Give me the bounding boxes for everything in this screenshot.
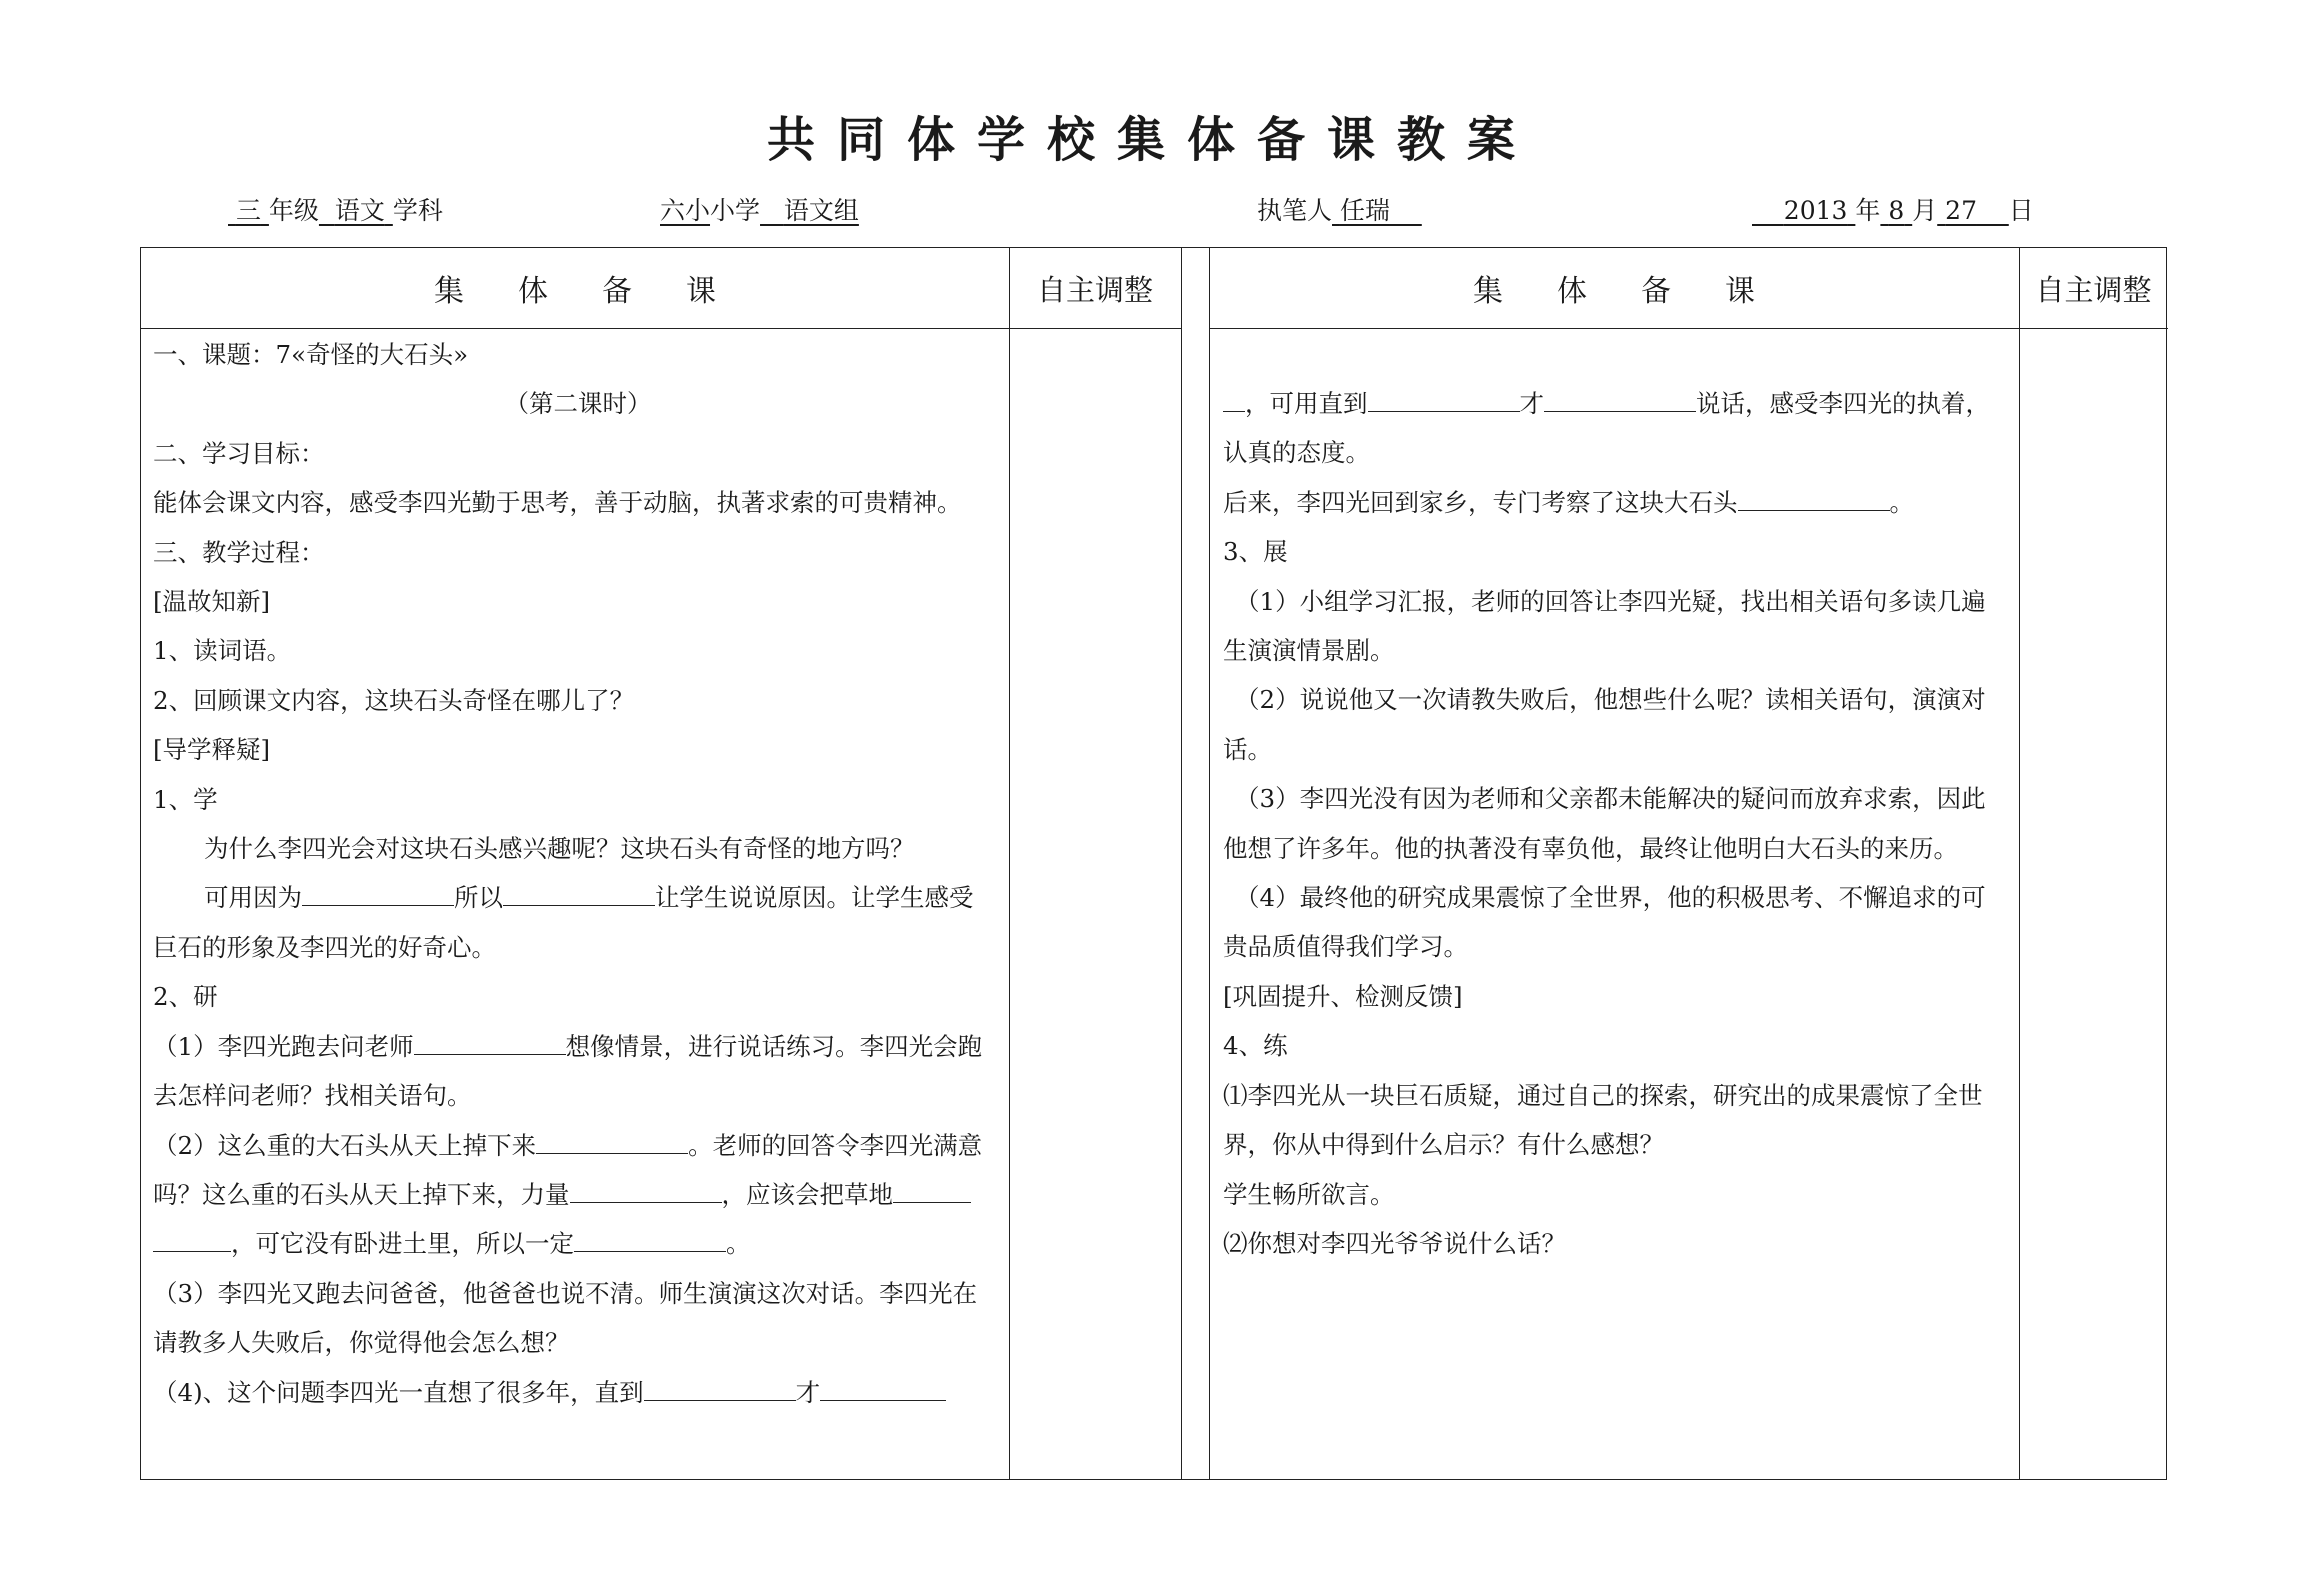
left-column-header: 集体备课	[434, 274, 770, 309]
lesson-plan-table	[140, 247, 2167, 1480]
text-segment: （4)、这个问题李四光一直想了很多年，直到	[153, 1377, 644, 1407]
text-segment: （1）李四光跑去问老师	[153, 1031, 414, 1061]
text-line: （4）最终他的研究成果震惊了全世界，他的积极思考、不懈追求的可	[1235, 883, 1986, 913]
text-line: 贵品质值得我们学习。	[1223, 932, 1468, 962]
text-line: 认真的态度。	[1223, 438, 1370, 468]
text-segment: 才	[1519, 389, 1544, 418]
text-line: 3、展	[1223, 537, 1288, 567]
text-segment: 可用因为	[204, 883, 302, 913]
text-line: （3）李四光又跑去问爸爸，他爸爸也说不清。师生演演这次对话。李四光在	[153, 1278, 978, 1308]
text-line	[153, 1022, 1003, 1071]
header-divider	[141, 328, 1009, 329]
text-segment: 。老师的回答令李四光满意	[688, 1130, 983, 1160]
right-content	[1223, 379, 2013, 1268]
text-line: 学生畅所欲言。	[1223, 1179, 1395, 1209]
author-line	[1257, 194, 1422, 228]
fill-blank	[570, 1180, 722, 1203]
text-line: （3）李四光没有因为老师和父亲都未能解决的疑问而放弃求索，因此	[1235, 784, 1986, 814]
date-line	[1752, 194, 2034, 228]
text-line: 巨石的形象及李四光的好奇心。	[153, 932, 496, 962]
right-column-header: 集体备课	[1473, 274, 1809, 309]
text-line	[153, 1219, 1003, 1268]
text-segment: 让学生说说原因。让学生感受	[655, 883, 974, 913]
header-divider	[1009, 328, 1181, 329]
text-segment: 。	[726, 1229, 751, 1259]
text-line	[153, 873, 1003, 922]
day-value: 27	[1945, 196, 1977, 225]
text-line: 能体会课文内容，感受李四光勤于思考，善于动脑，执著求索的可贵精神。	[153, 488, 962, 518]
column-divider	[1009, 248, 1010, 1479]
text-line: 4、练	[1223, 1031, 1288, 1061]
subject-value: 语文	[334, 196, 385, 225]
fill-blank	[414, 1032, 566, 1055]
fill-blank	[153, 1229, 231, 1252]
text-line	[153, 1170, 1003, 1219]
left-adjust-header: 自主调整	[1036, 272, 1153, 307]
left-content	[153, 330, 1003, 1417]
text-line: （2）说说他又一次请教失败后，他想些什么呢？读相关语句，演演对	[1235, 685, 1986, 715]
subject-label: 学科	[392, 196, 443, 225]
text-line: 一、课题：7«奇怪的大石头»	[153, 340, 469, 369]
fill-blank	[536, 1131, 688, 1154]
fill-blank	[302, 883, 454, 906]
text-line: 2、回顾课文内容，这块石头奇怪在哪儿了？	[153, 685, 635, 715]
fill-blank	[1544, 389, 1696, 412]
text-line: 1、学	[153, 784, 218, 814]
text-segment: 吗？这么重的石头从天上掉下来，力量	[153, 1179, 570, 1209]
text-line	[1223, 478, 2013, 527]
text-line: ⑵你想对李四光爷爷说什么话？	[1223, 1228, 1566, 1258]
text-segment: 所以	[454, 883, 503, 913]
year-label: 年	[1855, 196, 1881, 225]
school-label: 小学	[710, 196, 761, 225]
fill-blank	[503, 883, 655, 906]
fill-blank	[574, 1229, 726, 1252]
text-line: 他想了许多年。他的执著没有辜负他，最终让他明白大石头的来历。	[1223, 833, 1958, 863]
text-line: 1、读词语。	[153, 636, 292, 666]
text-line: （第二课时）	[504, 389, 652, 419]
text-line: 为什么李四光会对这块石头感兴趣呢？这块石头有奇怪的地方吗？	[204, 834, 915, 864]
year-value: 2013	[1783, 196, 1848, 225]
fill-blank	[1223, 389, 1245, 412]
text-segment: 后来，李四光回到家乡，专门考察了这块大石头	[1223, 487, 1738, 517]
group-value: 语文组	[783, 196, 859, 225]
header-divider	[1209, 328, 2019, 329]
school-value: 六小	[660, 196, 711, 225]
text-segment: （2）这么重的大石头从天上掉下来	[153, 1130, 537, 1160]
text-line: 请教多人失败后，你觉得他会怎么想？	[153, 1328, 570, 1358]
fill-blank	[893, 1180, 971, 1203]
column-divider	[1209, 248, 1210, 1479]
author-label: 执笔人	[1257, 196, 1333, 225]
text-line: （1）小组学习汇报，老师的回答让李四光疑，找出相关语句多读几遍	[1235, 586, 1986, 616]
column-divider	[1181, 248, 1182, 1479]
text-line: 三、教学过程：	[153, 537, 325, 567]
text-line: 生演演情景剧。	[1223, 636, 1395, 666]
text-segment: ，应该会把草地	[721, 1179, 893, 1209]
text-segment: 想像情景，进行说话练习。李四光会跑	[565, 1031, 983, 1061]
text-line: 话。	[1223, 734, 1272, 764]
grade-label: 年级	[268, 196, 319, 225]
text-line	[1223, 379, 2013, 428]
text-line	[153, 1368, 1003, 1417]
fill-blank	[820, 1378, 946, 1401]
month-label: 月	[1912, 196, 1938, 225]
month-value: 8	[1888, 196, 1905, 225]
text-line: 界，你从中得到什么启示？有什么感想？	[1223, 1130, 1664, 1160]
school-line	[660, 194, 859, 228]
fill-blank	[644, 1378, 796, 1401]
text-line: 去怎样问老师？找相关语句。	[153, 1081, 472, 1111]
text-line: ⑴李四光从一块巨石质疑，通过自己的探索，研究出的成果震惊了全世	[1223, 1080, 1983, 1110]
text-segment: ，可用直到	[1245, 389, 1368, 418]
fill-blank	[1368, 389, 1520, 412]
right-adjust-header: 自主调整	[2035, 272, 2152, 307]
header-divider	[2019, 328, 2168, 329]
text-segment: ，可它没有卧进土里，所以一定	[231, 1229, 574, 1259]
text-line: [巩固提升、检测反馈]	[1223, 981, 1463, 1011]
grade-value: 三	[235, 196, 261, 225]
fill-blank	[1738, 488, 1890, 511]
text-segment: 说话，感受李四光的执着，	[1696, 389, 1990, 418]
grade-subject-line	[228, 194, 443, 228]
text-line	[153, 1121, 1003, 1170]
text-line: 2、研	[153, 982, 218, 1012]
day-label: 日	[2008, 196, 2034, 225]
column-divider	[2019, 248, 2020, 1479]
text-line: [温故知新]	[153, 587, 271, 617]
text-segment: 。	[1889, 487, 1914, 517]
text-line: [导学释疑]	[153, 735, 271, 765]
author-value: 任瑞	[1339, 196, 1390, 225]
page-title: 共同体学校集体备课教案	[766, 112, 1537, 168]
text-segment: 才	[795, 1377, 821, 1407]
text-line: 二、学习目标：	[153, 438, 325, 468]
